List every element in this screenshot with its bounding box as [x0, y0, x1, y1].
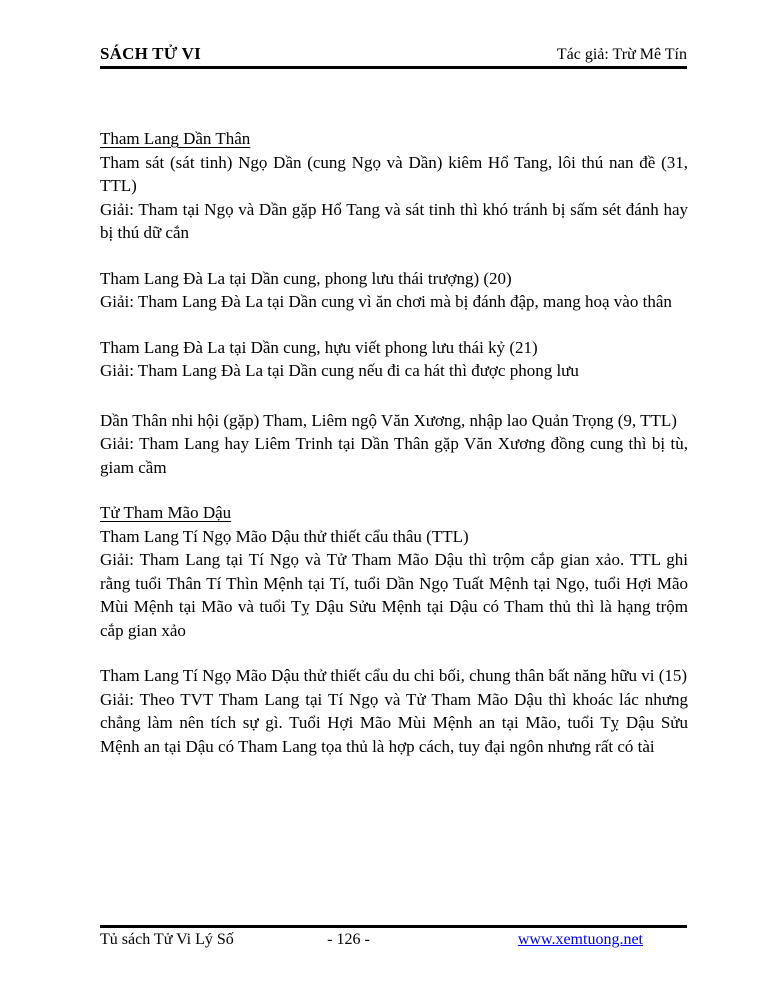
- explanation-paragraph: Giải: Theo TVT Tham Lang tại Tí Ngọ và Tử Tham Mão Dậu thì khoác lác nhưng chẳng làm nên tích sự gì. Tuổi Hợi Mão Mùi Mệnh an tại Mão, tuổi Tỵ Dậu Sửu Mệnh an tại Dậu có Tham Lang tọa thủ là hợp cách, tuy đại ngôn nhưng rất có tài: [100, 689, 688, 756]
- section-tham-lang-da-la-21: [100, 336, 688, 383]
- page-footer: [100, 925, 687, 949]
- website-link[interactable]: www.xemtuong.net: [517, 931, 643, 948]
- section-dan-than-nhi-hoi: [100, 409, 688, 480]
- explanation-paragraph: Giải: Tham Lang hay Liêm Trinh tại Dần Thân gặp Văn Xương đồng cung thì bị tù, giam cầm: [100, 434, 688, 477]
- verse-paragraph: Tham Lang Tí Ngọ Mão Dậu thử thiết cẩu du chi bối, chung thân bất năng hữu vi (15): [100, 666, 688, 685]
- section-tham-lang-da-la-20: [100, 267, 688, 314]
- explanation-paragraph: Giải: Tham Lang Đà La tại Dần cung vì ăn chơi mà bị đánh đập, mang hoạ vào thân: [100, 292, 672, 311]
- author-credit: Tác giả: Trừ Mê Tín: [556, 46, 687, 63]
- section-tham-lang-dan-than: [100, 127, 688, 245]
- verse-paragraph: Tham Lang Đà La tại Dần cung, hựu viết phong lưu thái kỷ (21): [100, 337, 538, 357]
- explanation-paragraph: Giải: Tham tại Ngọ và Dần gặp Hổ Tang và sát tinh thì khó tránh bị sấm sét đánh hay bị thú dữ cắn: [100, 199, 688, 242]
- explanation-paragraph: Giải: Tham Lang Đà La tại Dần cung nếu đi ca hát thì được phong lưu: [100, 361, 579, 380]
- verse-paragraph: Tham sát (sát tinh) Ngọ Dần (cung Ngọ và Dần) kiêm Hổ Tang, lôi thú nan đề (31, TTL): [100, 152, 688, 195]
- section-tham-lang-ti-ngo-15: [100, 664, 688, 758]
- section-tu-tham-mao-dau: [100, 501, 688, 642]
- verse-paragraph: Tham Lang Tí Ngọ Mão Dậu thử thiết cẩu thâu (TTL): [100, 526, 469, 546]
- verse-paragraph: Dần Thân nhi hội (gặp) Tham, Liêm ngộ Văn Xương, nhập lao Quản Trọng (9, TTL): [100, 410, 677, 430]
- page-header: [100, 44, 687, 69]
- book-title: SÁCH TỬ VI: [100, 44, 201, 63]
- page-number: - 126 -: [327, 931, 370, 948]
- footer-series-title: Tủ sách Tử Vi Lý Số: [100, 931, 234, 948]
- section-heading: Tử Tham Mão Dậu: [100, 503, 232, 522]
- section-heading: Tham Lang Dần Thân: [100, 129, 251, 148]
- explanation-paragraph: Giải: Tham Lang tại Tí Ngọ và Tử Tham Mão Dậu thì trộm cắp gian xảo. TTL ghi rằng tuổi Thân Tí Thìn Mệnh tại Tí, tuổi Dần Ngọ Tuất Mệnh tại Ngọ, tuổi Hợi Mão Mùi Mệnh tại Mão và tuổi Tỵ Dậu Sửu Mệnh tại Dậu có Tham thủ thì là hạng trộm cắp gian xảo: [100, 550, 688, 640]
- verse-paragraph: Tham Lang Đà La tại Dần cung, phong lưu thái trượng) (20): [100, 268, 512, 288]
- page-body: [100, 127, 688, 758]
